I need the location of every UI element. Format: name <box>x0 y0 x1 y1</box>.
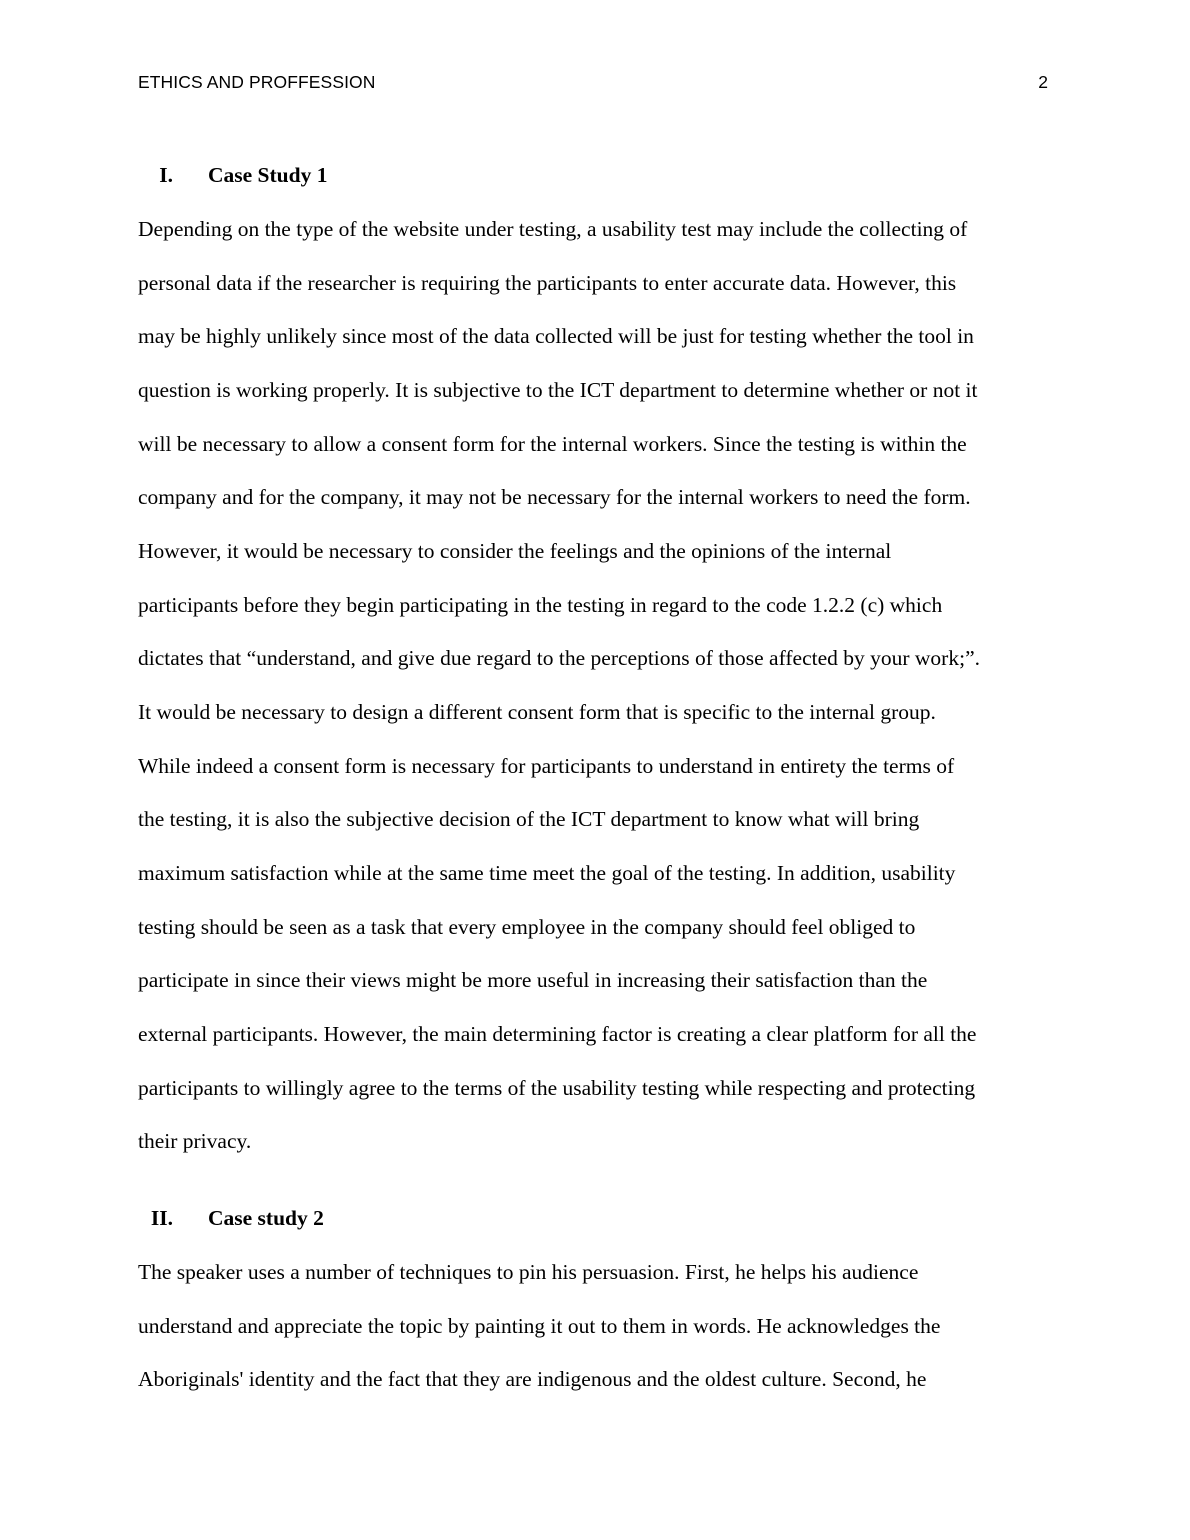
paragraph-line: participants before they begin participating in the testing in regard to the code 1.2.2 (c) which <box>138 593 943 617</box>
paragraph-line: testing should be seen as a task that every employee in the company should feel obliged to <box>138 915 916 939</box>
page-number: 2 <box>1038 72 1048 92</box>
paragraph-line: While indeed a consent form is necessary for participants to understand in entirety the terms of <box>138 754 955 778</box>
paragraph-line: maximum satisfaction while at the same time meet the goal of the testing. In addition, usability <box>138 861 956 885</box>
paragraph-line: the testing, it is also the subjective decision of the ICT department to know what will bring <box>138 807 920 831</box>
section-number: I. <box>159 163 173 187</box>
section-title: Case study 2 <box>208 1206 324 1230</box>
paragraph-line: The speaker uses a number of techniques to pin his persuasion. First, he helps his audience <box>138 1260 919 1284</box>
paragraph-line: external participants. However, the main determining factor is creating a clear platform for all the <box>138 1022 977 1046</box>
section-title: Case Study 1 <box>208 163 328 187</box>
running-head: ETHICS AND PROFFESSION <box>138 72 376 92</box>
paragraph-line: Depending on the type of the website under testing, a usability test may include the collecting of <box>138 217 968 241</box>
paragraph-line: participate in since their views might be more useful in increasing their satisfaction than the <box>138 968 928 992</box>
section-number: II. <box>150 1206 173 1230</box>
paragraph-line: It would be necessary to design a different consent form that is specific to the internal group. <box>138 700 936 724</box>
paragraph-line: understand and appreciate the topic by painting it out to them in words. He acknowledges the <box>138 1314 941 1338</box>
paragraph-line: Aboriginals' identity and the fact that they are indigenous and the oldest culture. Second, he <box>138 1367 927 1391</box>
paragraph-line: dictates that “understand, and give due regard to the perceptions of those affected by your work;”. <box>138 646 980 670</box>
paragraph-line: However, it would be necessary to consider the feelings and the opinions of the internal <box>138 539 892 563</box>
paragraph-line: their privacy. <box>138 1129 252 1153</box>
paragraph-line: company and for the company, it may not be necessary for the internal workers to need the form. <box>138 485 971 509</box>
paragraph-line: personal data if the researcher is requiring the participants to enter accurate data. However, this <box>138 271 957 295</box>
paragraph-line: question is working properly. It is subjective to the ICT department to determine whether or not it <box>138 378 978 402</box>
paragraph-line: will be necessary to allow a consent form for the internal workers. Since the testing is within the <box>138 432 967 456</box>
paragraph-line: participants to willingly agree to the terms of the usability testing while respecting and protecting <box>138 1076 976 1100</box>
paragraph-line: may be highly unlikely since most of the data collected will be just for testing whether the tool in <box>138 324 974 348</box>
